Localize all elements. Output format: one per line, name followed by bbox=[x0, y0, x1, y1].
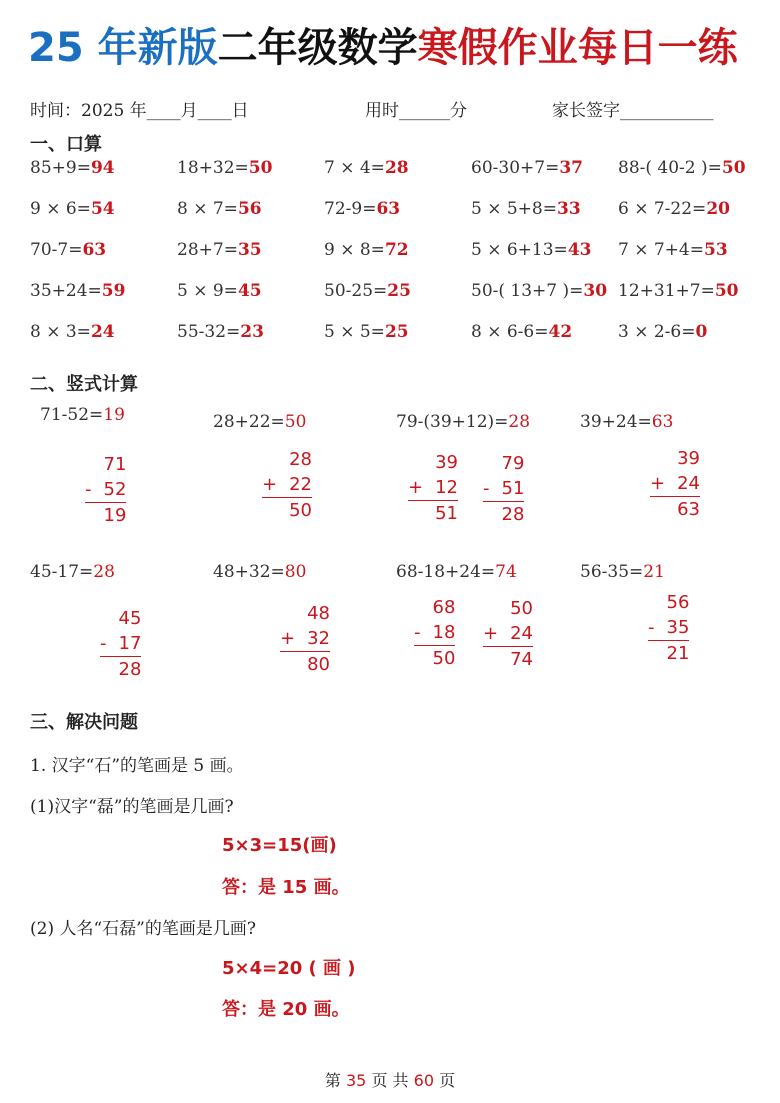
vertical-answer: 28 bbox=[93, 562, 115, 582]
oral-answer: 28 bbox=[384, 158, 409, 178]
column-operand-line bbox=[650, 471, 700, 497]
column-bottom-number: 32 bbox=[307, 628, 330, 649]
vertical-answer: 80 bbox=[284, 562, 307, 582]
oral-item bbox=[30, 199, 115, 219]
title-grade: 二年级数学 bbox=[217, 25, 418, 71]
vertical-answer: 63 bbox=[651, 412, 674, 432]
oral-question: 85+9= bbox=[30, 158, 91, 178]
oral-question: 72-9= bbox=[324, 199, 377, 219]
oral-answer: 24 bbox=[90, 322, 115, 342]
column-bottom-number: 24 bbox=[510, 623, 533, 644]
oral-item bbox=[30, 281, 125, 301]
column-calculation bbox=[408, 450, 458, 526]
vertical-problem bbox=[580, 562, 665, 582]
column-operator: + bbox=[408, 477, 424, 498]
column-operator: - bbox=[100, 633, 107, 654]
section-oral-heading: 一、口算 bbox=[30, 134, 102, 155]
problem-2-calculation: 5×4=20 ( 画 ) bbox=[222, 958, 356, 979]
oral-question: 9 × 6= bbox=[30, 199, 91, 219]
oral-row bbox=[30, 199, 770, 240]
oral-question: 3 × 2-6= bbox=[618, 322, 696, 342]
column-result: 21 bbox=[666, 643, 690, 664]
oral-item bbox=[324, 240, 409, 260]
parent-signature-field: 家长签字___________ bbox=[552, 101, 714, 121]
oral-item bbox=[471, 158, 583, 178]
oral-question: 8 × 3= bbox=[30, 322, 91, 342]
oral-question: 18+32= bbox=[177, 158, 249, 178]
title-subject: 寒假作业每日一练 bbox=[417, 25, 738, 71]
column-calculation bbox=[85, 452, 126, 528]
oral-row bbox=[30, 281, 770, 322]
oral-row bbox=[30, 322, 770, 363]
oral-item bbox=[324, 322, 409, 342]
oral-item bbox=[177, 199, 262, 219]
vertical-problem bbox=[580, 412, 673, 432]
column-calculation bbox=[483, 596, 533, 672]
column-top-number: 39 bbox=[435, 452, 458, 473]
oral-item bbox=[471, 199, 581, 219]
problem-intro: 1. 汉字“石”的笔画是 5 画。 bbox=[30, 756, 244, 776]
oral-item bbox=[618, 281, 738, 301]
oral-answer: 59 bbox=[101, 281, 126, 301]
oral-question: 6 × 7-22= bbox=[618, 199, 707, 219]
column-bottom-number: 22 bbox=[289, 474, 312, 495]
oral-row bbox=[30, 158, 770, 199]
oral-answer: 50 bbox=[248, 158, 273, 178]
problem-question-2: (2) 人名“石磊”的笔画是几画? bbox=[30, 919, 256, 939]
oral-answer: 72 bbox=[384, 240, 409, 260]
column-bottom-number: 24 bbox=[677, 473, 700, 494]
column-calculation bbox=[483, 451, 524, 527]
oral-answer: 33 bbox=[557, 199, 581, 219]
oral-question: 5 × 6+13= bbox=[471, 240, 568, 260]
oral-answer: 30 bbox=[583, 281, 608, 301]
vertical-question: 79-(39+12)= bbox=[396, 412, 509, 432]
oral-item bbox=[30, 240, 106, 260]
duration-field: 用时______分 bbox=[365, 101, 467, 121]
oral-item bbox=[618, 199, 730, 219]
column-operator: + bbox=[483, 623, 499, 644]
oral-question: 28+7= bbox=[177, 240, 238, 260]
oral-answer: 63 bbox=[376, 199, 401, 219]
column-bottom-number: 12 bbox=[435, 477, 458, 498]
column-operand-line bbox=[100, 631, 141, 657]
vertical-answer: 50 bbox=[284, 412, 307, 432]
column-result: 50 bbox=[432, 648, 456, 669]
column-result: 50 bbox=[289, 500, 312, 521]
problem-2-answer: 答：是 20 画。 bbox=[222, 999, 350, 1020]
oral-answer: 43 bbox=[567, 240, 592, 260]
oral-question: 5 × 5+8= bbox=[471, 199, 557, 219]
page-number: 35 bbox=[346, 1071, 367, 1090]
column-operand-line bbox=[262, 472, 312, 498]
column-result: 28 bbox=[118, 659, 142, 680]
column-result: 63 bbox=[677, 499, 700, 520]
column-top-number: 28 bbox=[289, 449, 312, 470]
oral-answer: 45 bbox=[237, 281, 262, 301]
vertical-problem bbox=[213, 562, 306, 582]
oral-item bbox=[618, 240, 728, 260]
column-result: 80 bbox=[307, 654, 330, 675]
column-top-number: 71 bbox=[103, 454, 127, 475]
vertical-answer: 19 bbox=[103, 405, 125, 425]
oral-answer: 42 bbox=[548, 322, 573, 342]
oral-answer: 35 bbox=[237, 240, 262, 260]
oral-item bbox=[324, 281, 411, 301]
oral-item bbox=[324, 199, 400, 219]
oral-item bbox=[618, 322, 707, 342]
vertical-problem bbox=[213, 412, 306, 432]
vertical-question: 39+24= bbox=[580, 412, 652, 432]
problem-1-answer: 答：是 15 画。 bbox=[222, 877, 350, 898]
column-operator: - bbox=[483, 478, 490, 499]
oral-calculation-grid bbox=[30, 158, 770, 363]
footer-suffix: 页 bbox=[439, 1071, 456, 1090]
column-calculation bbox=[650, 446, 700, 522]
column-result: 28 bbox=[501, 504, 525, 525]
column-operand-line bbox=[648, 615, 689, 641]
oral-item bbox=[471, 281, 607, 301]
oral-question: 50-( 13+7 )= bbox=[471, 281, 584, 301]
oral-item bbox=[471, 240, 591, 260]
section-vertical-heading: 二、竖式计算 bbox=[30, 374, 138, 395]
date-field: 时间：2025 年____月____日 bbox=[30, 101, 249, 121]
oral-question: 55-32= bbox=[177, 322, 241, 342]
oral-question: 5 × 5= bbox=[324, 322, 385, 342]
vertical-problem bbox=[396, 412, 530, 432]
column-bottom-number: 52 bbox=[103, 479, 127, 500]
column-calculation bbox=[414, 595, 455, 671]
oral-answer: 25 bbox=[384, 322, 409, 342]
column-top-number: 68 bbox=[432, 597, 456, 618]
column-top-number: 56 bbox=[666, 592, 690, 613]
oral-item bbox=[177, 281, 262, 301]
column-result: 51 bbox=[435, 503, 458, 524]
column-operator: - bbox=[648, 617, 655, 638]
vertical-problem bbox=[40, 405, 125, 425]
column-operator: - bbox=[414, 622, 421, 643]
vertical-problem bbox=[396, 562, 517, 582]
column-calculation bbox=[100, 606, 141, 682]
oral-question: 9 × 8= bbox=[324, 240, 385, 260]
oral-question: 7 × 7+4= bbox=[618, 240, 704, 260]
column-top-number: 45 bbox=[118, 608, 142, 629]
oral-answer: 25 bbox=[387, 281, 411, 301]
column-operator: + bbox=[262, 474, 278, 495]
column-operator: + bbox=[280, 628, 296, 649]
worksheet-title bbox=[28, 18, 738, 78]
oral-question: 7 × 4= bbox=[324, 158, 385, 178]
column-operand-line bbox=[280, 626, 330, 652]
oral-item bbox=[324, 158, 409, 178]
column-result: 74 bbox=[510, 649, 533, 670]
column-result: 19 bbox=[103, 505, 127, 526]
column-top-number: 39 bbox=[677, 448, 700, 469]
column-operand-line bbox=[483, 476, 524, 502]
section-problems-heading: 三、解决问题 bbox=[30, 712, 138, 733]
title-year: 25 年新版 bbox=[28, 25, 218, 71]
problem-question-1: (1)汉字“磊”的笔画是几画? bbox=[30, 797, 234, 817]
oral-item bbox=[177, 322, 264, 342]
column-top-number: 48 bbox=[307, 603, 330, 624]
oral-answer: 56 bbox=[237, 199, 262, 219]
oral-question: 60-30+7= bbox=[471, 158, 560, 178]
column-operator: + bbox=[650, 473, 666, 494]
column-operand-line bbox=[414, 620, 455, 646]
oral-question: 70-7= bbox=[30, 240, 83, 260]
vertical-question: 48+32= bbox=[213, 562, 285, 582]
oral-answer: 53 bbox=[704, 240, 728, 260]
column-operator: - bbox=[85, 479, 92, 500]
oral-question: 8 × 6-6= bbox=[471, 322, 549, 342]
oral-item bbox=[30, 158, 115, 178]
footer-prefix: 第 bbox=[324, 1071, 341, 1090]
column-bottom-number: 35 bbox=[666, 617, 690, 638]
column-bottom-number: 17 bbox=[118, 633, 142, 654]
oral-question: 88-( 40-2 )= bbox=[618, 158, 722, 178]
column-calculation bbox=[280, 601, 330, 677]
vertical-question: 45-17= bbox=[30, 562, 94, 582]
oral-answer: 50 bbox=[721, 158, 746, 178]
column-calculation bbox=[262, 447, 312, 523]
column-bottom-number: 18 bbox=[432, 622, 456, 643]
oral-item bbox=[30, 322, 115, 342]
oral-answer: 54 bbox=[90, 199, 115, 219]
oral-row bbox=[30, 240, 770, 281]
problem-1-calculation: 5×3=15(画) bbox=[222, 835, 337, 856]
vertical-answer: 74 bbox=[495, 562, 517, 582]
oral-question: 50-25= bbox=[324, 281, 388, 301]
column-top-number: 79 bbox=[501, 453, 525, 474]
oral-answer: 20 bbox=[706, 199, 730, 219]
oral-answer: 37 bbox=[559, 158, 583, 178]
column-bottom-number: 51 bbox=[501, 478, 525, 499]
vertical-problem bbox=[30, 562, 115, 582]
oral-answer: 0 bbox=[695, 322, 708, 342]
oral-item bbox=[177, 158, 272, 178]
vertical-question: 28+22= bbox=[213, 412, 285, 432]
footer-middle: 页 共 bbox=[371, 1071, 409, 1090]
oral-answer: 94 bbox=[90, 158, 115, 178]
oral-item bbox=[618, 158, 746, 178]
column-operand-line bbox=[85, 477, 126, 503]
vertical-question: 56-35= bbox=[580, 562, 644, 582]
oral-question: 12+31+7= bbox=[618, 281, 715, 301]
column-top-number: 50 bbox=[510, 598, 533, 619]
oral-question: 5 × 9= bbox=[177, 281, 238, 301]
column-calculation bbox=[648, 590, 689, 666]
vertical-question: 68-18+24= bbox=[396, 562, 496, 582]
oral-item bbox=[177, 240, 262, 260]
vertical-question: 71-52= bbox=[40, 405, 104, 425]
vertical-answer: 21 bbox=[643, 562, 665, 582]
column-operand-line bbox=[483, 621, 533, 647]
column-operand-line bbox=[408, 475, 458, 501]
vertical-answer: 28 bbox=[508, 412, 531, 432]
oral-question: 8 × 7= bbox=[177, 199, 238, 219]
oral-answer: 50 bbox=[714, 281, 739, 301]
oral-question: 35+24= bbox=[30, 281, 102, 301]
page-footer bbox=[0, 1068, 780, 1091]
oral-answer: 23 bbox=[240, 322, 264, 342]
page-total: 60 bbox=[413, 1071, 434, 1090]
oral-answer: 63 bbox=[82, 240, 107, 260]
oral-item bbox=[471, 322, 572, 342]
